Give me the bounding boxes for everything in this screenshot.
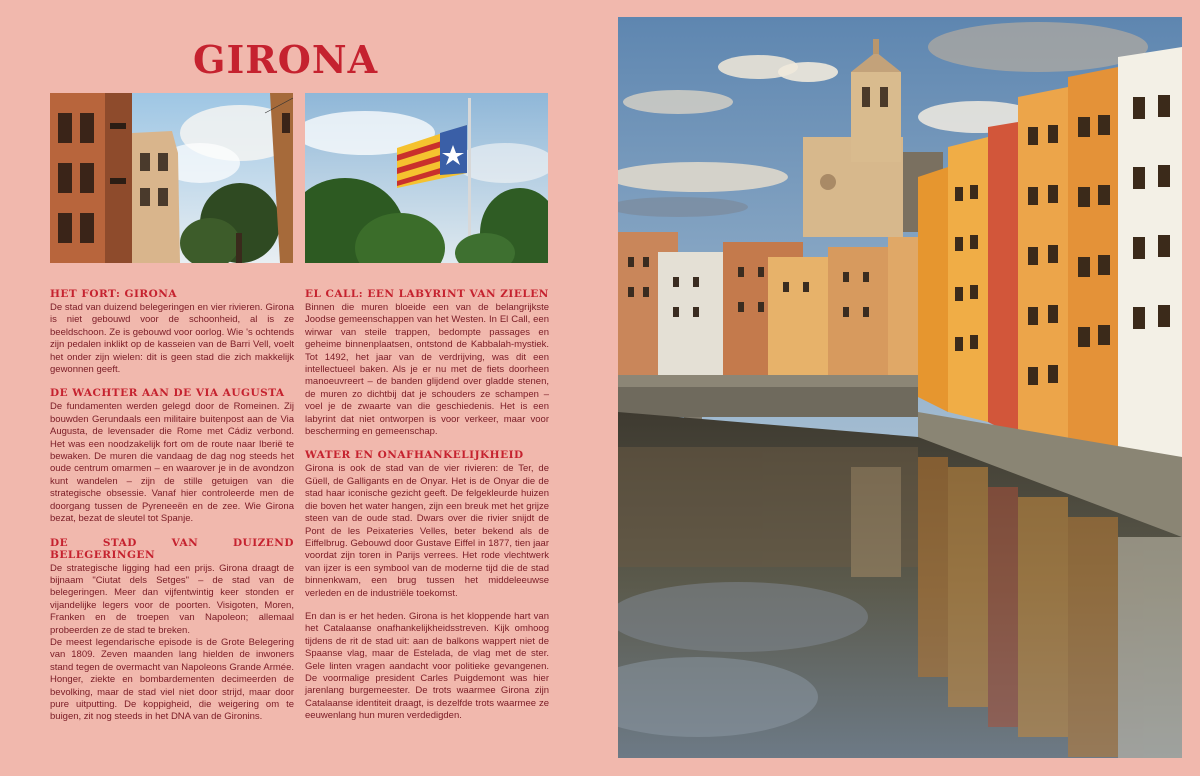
section-body-belegeringen-2: De meest legendarische episode is de Grote Belegering van 1809. Zeven maanden lang hielden de inwoners stand tegen de overmacht van Napoleons Grande Armée. Honger, ziekte en bombardementen decimeerden de bevolking, maar de stad viel niet door strijd, maar door pure uitputting. De koppigheid, die weigering om te buigen, zit nog steeds in het DNA van de Gironins.	[50, 636, 294, 723]
section-heading-el-call: EL CALL: EEN LABYRINT VAN ZIELEN	[305, 288, 549, 300]
page-title: GIRONA	[193, 37, 379, 82]
girona-river-photo-graphic	[618, 17, 1182, 758]
street-photo-graphic	[50, 93, 293, 263]
flag-photo-graphic	[305, 93, 548, 263]
section-heading-water: WATER EN ONAFHANKELIJKHEID	[305, 449, 524, 462]
section-heading-via-augusta: DE WACHTER AAN DE VIA AUGUSTA	[50, 387, 285, 400]
section-heading-fort: HET FORT: GIRONA	[50, 288, 178, 300]
section-body-fort: De stad van duizend belegeringen en vier rivieren. Girona is niet gebouwd voor de schoonheid, al is ze beeldschoon. Ze is gebouwd voor oorlog. Wie 's ochtends zijn pedalen inklikt op de kasseien van de Barri Vell, voelt het onder zijn wielen: dit is geen stad die zich makkelijk gewonnen geeft.	[50, 302, 294, 376]
section-body-el-call: Binnen die muren bloeide een van de belangrijkste Joodse gemeenschappen van het Westen. In El Call, een wirwar van steile trappen, bedompte passages en geheime binnenplaatsen, ontstond de Kabbalah-mystiek. Tot 1492, het jaar van de verdrijving, was dit een intellectueel baken. Als je er nu met de fiets doorheen manoeuvreert – de banden glijdend over gladde stenen, de muren zo dichtbij dat je schouders ze schampen – voel je de zwaarte van die geschiedenis. Het is een labyrint dat niet ontworpen is voor verkeer, maar voor bescherming en gemeenschap.	[305, 302, 549, 438]
right-text-column	[305, 288, 549, 734]
street-photo	[50, 93, 293, 263]
section-body-via-augusta: De fundamenten werden gelegd door de Romeinen. Zij bouwden Gerundaals een militaire buitenpost aan de Via Augusta, de levensader die Rome met Cádiz verbond. Het was een noodzakelijk fort om de route naar Iberië te bewaken. De muren die vandaag de dag nog steeds het oude centrum omarmen – en waarover je in de avondzon kunt wandelen – zijn de stille getuigen van die strategische obsessie. Vanaf hier controleerde men de doorgang tussen de Pyreneeën en de zee. Wie Girona bezat, bezat de sleutel tot Spanje.	[50, 401, 294, 525]
girona-river-photo	[618, 17, 1182, 758]
section-body-water: Girona is ook de stad van de vier rivieren: de Ter, de Güell, de Galligants en de Onyar. Het is de Onyar die de stad haar iconische gezicht geeft. De felgekleurde huizen die boven het water hangen, zijn een breuk met het grijze steen van de oude stad. Dwars over die rivier snijdt de Pont de les Peixateries Velles, beter bekend als de Eiffelbrug. Gebouwd door Gustave Eiffel in 1877, tien jaar voordat zijn toren in Parijs verrees. Het rode vlechtwerk van ijzer is een symbool van de moderne tijd die de stad binnenkwam, een brug tussen het middeleeuwse verleden en de industriële toekomst.	[305, 463, 549, 599]
left-text-column	[50, 288, 294, 735]
flag-photo	[305, 93, 548, 263]
section-body-heden: En dan is er het heden. Girona is het kloppende hart van het Catalaanse onafhankelijkheidsstreven. Kijk omhoog tijdens de rit de stad uit: aan de balkons wappert niet de Spaanse vlag, maar de Estelada, de vlag met de ster. Gele linten vragen aandacht voor politieke gevangenen. De voormalige president Carles Puigdemont was hier jarenlang burgemeester. De trots waarmee Girona zijn Catalaanse identiteit draagt, is dezelfde trots waarmee ze eeuwenlang hun muren verdedigden.	[305, 610, 549, 722]
section-heading-belegeringen: DE STAD VAN DUIZEND BELEGERINGEN	[50, 536, 294, 561]
section-body-belegeringen-1: De strategische ligging had een prijs. Girona draagt de bijnaam "Ciutat dels Setges" – de stad van de belegeringen. Meer dan vijfentwintig keer stonden er vijandelijke legers voor de poorten. Visigoten, Moren, Franken en de troepen van Napoleon; allemaal probeerden ze de stad te breken.	[50, 562, 294, 636]
